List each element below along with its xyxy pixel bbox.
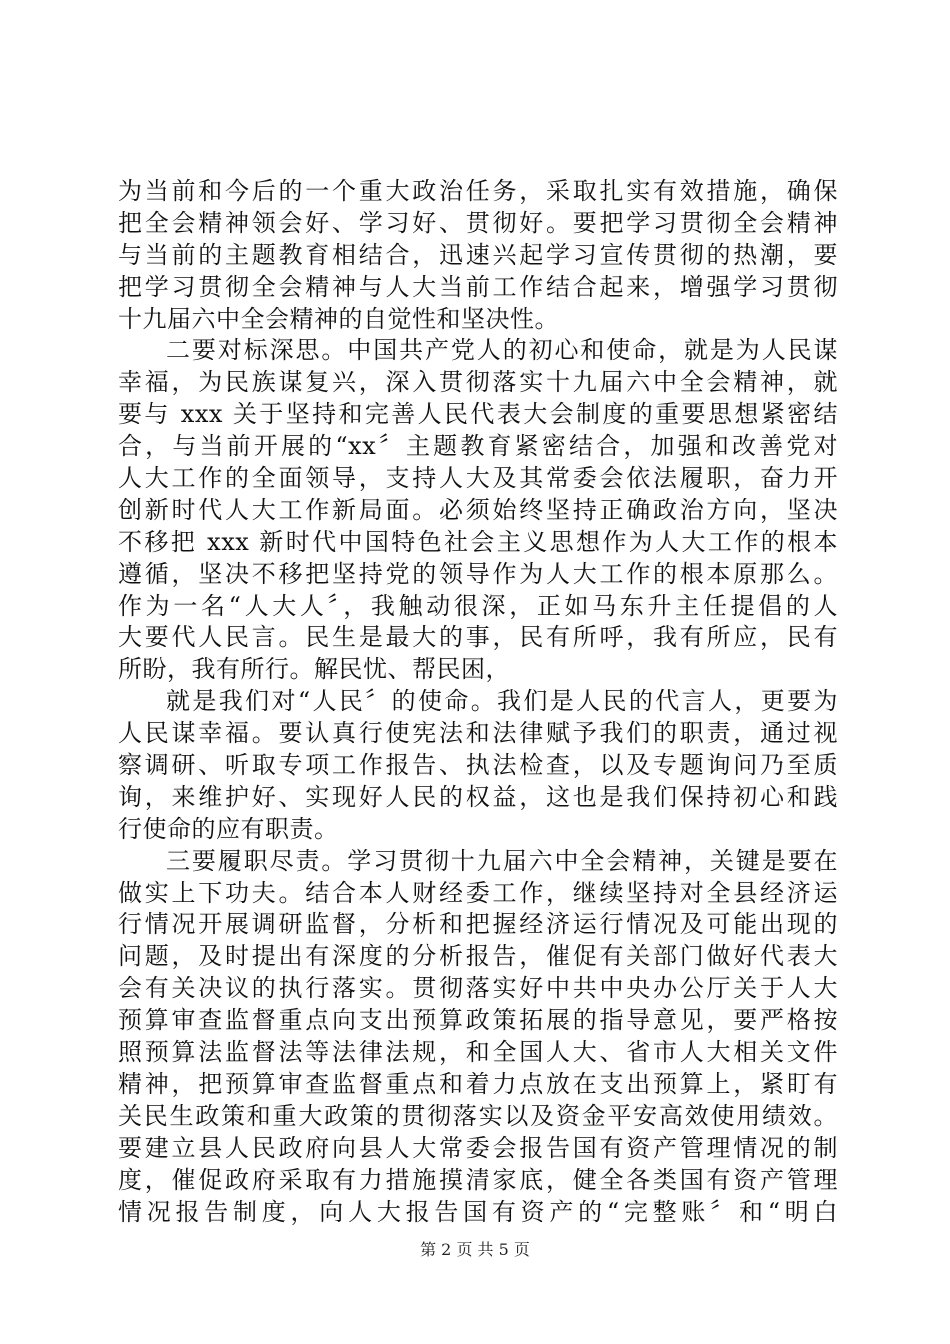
text-line: 做实上下功夫。结合本人财经委工作，继续坚持对全县经济运 (118, 878, 838, 907)
body-text (118, 176, 838, 1228)
text-line: 问题，及时提出有深度的分析报告，催促有关部门做好代表大 (118, 942, 838, 971)
text-line: 遵循，坚决不移把坚持党的领导作为人大工作的根本原那么。 (118, 559, 838, 588)
text-line: 大要代人民言。民生是最大的事，民有所呼，我有所应，民有 (118, 623, 838, 652)
text-line: 询，来维护好、实现好人民的权益，这也是我们保持初心和践 (118, 782, 838, 811)
text-line: 幸福，为民族谋复兴，深入贯彻落实十九届六中全会精神，就 (118, 368, 838, 397)
text-line: 情况报告制度，向人大报告国有资产的“完整账〞和“明白 (118, 1197, 838, 1226)
text-line: 会有关决议的执行落实。贯彻落实好中共中央办公厅关于人大 (118, 974, 838, 1003)
text-line: 三要履职尽责。学习贯彻十九届六中全会精神，关键是要在 (166, 846, 838, 875)
text-line: 就是我们对“人民〞的使命。我们是人民的代言人，更要为 (166, 687, 838, 716)
page-footer: 第 2 页 共 5 页 (420, 1240, 530, 1259)
text-line: 人大工作的全面领导，支持人大及其常委会依法履职，奋力开 (118, 464, 838, 493)
text-line: 合，与当前开展的“xx〞主题教育紧密结合，加强和改善党对 (118, 432, 838, 461)
text-line: 二要对标深思。中国共产党人的初心和使命，就是为人民谋 (166, 336, 838, 365)
text-line: 察调研、听取专项工作报告、执法检查，以及专题询问乃至质 (118, 751, 838, 780)
text-line: 照预算法监督法等法律法规，和全国人大、省市人大相关文件 (118, 1038, 838, 1067)
text-line: 与当前的主题教育相结合，迅速兴起学习宣传贯彻的热潮，要 (118, 240, 838, 269)
text-line: 要与 xxx 关于坚持和完善人民代表大会制度的重要思想紧密结 (118, 400, 838, 429)
text-line: 为当前和今后的一个重大政治任务，采取扎实有效措施，确保 (118, 177, 838, 205)
text-line: 行使命的应有职责。 (118, 814, 339, 843)
text-line: 不移把 xxx 新时代中国特色社会主义思想作为人大工作的根本 (118, 527, 838, 556)
text-line: 所盼，我有所行。解民忧、帮民困， (118, 655, 510, 684)
text-line: 人民谋幸福。要认真行使宪法和法律赋予我们的职责，通过视 (118, 719, 838, 748)
text-line: 关民生政策和重大政策的贯彻落实以及资金平安高效使用绩效。 (118, 1101, 838, 1130)
text-line: 度，催促政府采取有力措施摸清家底，健全各类国有资产管理 (118, 1165, 838, 1194)
text-line: 把全会精神领会好、学习好、贯彻好。要把学习贯彻全会精神 (118, 208, 838, 237)
text-line: 行情况开展调研监督，分析和把握经济运行情况及可能出现的 (118, 910, 838, 939)
text-line: 精神，把预算审查监督重点和着力点放在支出预算上，紧盯有 (118, 1069, 838, 1098)
text-line: 作为一名“人大人〞，我触动很深，正如马东升主任提倡的人 (118, 591, 838, 620)
text-line: 把学习贯彻全会精神与人大当前工作结合起来，增强学习贯彻 (118, 272, 838, 301)
text-line: 十九届六中全会精神的自觉性和坚决性。 (118, 304, 559, 333)
text-line: 预算审查监督重点向支出预算政策拓展的指导意见，要严格按 (118, 1006, 838, 1035)
text-line: 要建立县人民政府向县人大常委会报告国有资产管理情况的制 (118, 1133, 838, 1162)
text-line: 创新时代人大工作新局面。必须始终坚持正确政治方向，坚决 (118, 495, 838, 524)
